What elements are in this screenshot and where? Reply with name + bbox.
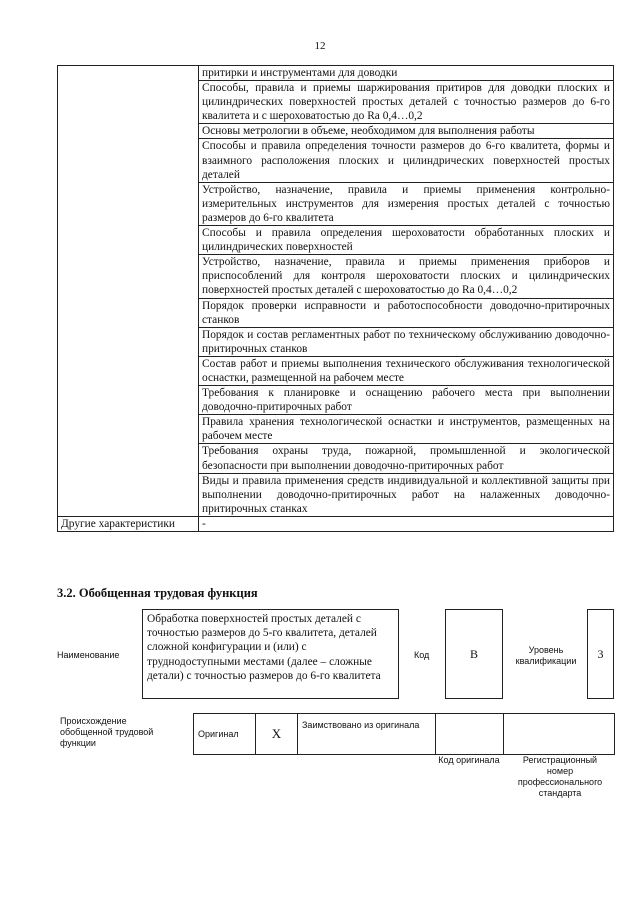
requirement-item: Способы и правила определения точности размеров до 6-го квалитета, формы и взаимного расположения плоских и цилиндрических поверхностей простых деталей (199, 139, 614, 182)
requirement-item: Правила хранения технологической оснастки и инструментов, размещенных на рабочем месте (199, 415, 614, 444)
requirement-item: Устройство, назначение, правила и приемы применения приборов и приспособлений для контроля шероховатости плоских и цилиндрических поверхностей простых деталей с шероховатостью до Ra 0,4…0,2 (199, 255, 614, 298)
requirement-item: Порядок проверки исправности и работоспособности доводочно-притирочных станков (199, 298, 614, 327)
origin-table (193, 713, 615, 755)
qualification-level-label-line1: Уровень (528, 645, 564, 655)
requirement-row (58, 66, 614, 81)
original-mark: X (256, 714, 298, 755)
code-box (445, 609, 503, 699)
requirement-item: Способы, правила и приемы шаржирования притиров для доводки плоских и цилиндрических поверхностей простых деталей с точностью размеров до 6-го квалитета и с шероховатостью до Ra 0,4…0,2 (199, 81, 614, 124)
qualification-level-label-line2: квалификации (515, 656, 577, 666)
requirement-item: Требования к планировке и оснащению рабочего места при выполнении доводочно-притирочных работ (199, 386, 614, 415)
other-characteristics-label: Другие характеристики (58, 516, 199, 531)
code-label: Код (414, 650, 430, 660)
section-title: 3.2. Обобщенная трудовая функция (57, 586, 258, 600)
requirement-item: притирки и инструментами для доводки (199, 66, 614, 81)
qualification-level-label (510, 645, 582, 667)
qualification-level-value: 3 (597, 647, 604, 661)
requirement-item: Основы метрологии в объеме, необходимом для выполнения работы (199, 124, 614, 139)
name-label: Наименование (57, 650, 120, 660)
requirement-item: Виды и правила применения средств индивидуальной и коллективной защиты при выполнении доводочно-притирочных работ на налаженных доводочно-притирочных станках (199, 473, 614, 516)
requirement-item: Устройство, назначение, правила и приемы применения контрольно-измерительных инструментов для измерения простых деталей с точностью размеров до 6-го квалитета (199, 182, 614, 225)
requirements-label-cell (58, 66, 199, 517)
code-original-label: Код оригинала (438, 755, 500, 765)
qualification-level-box (587, 609, 614, 699)
borrowed-label: Заимствовано из оригинала (298, 714, 436, 755)
reg-number-cell (504, 714, 615, 755)
requirement-item: Способы и правила определения шероховатости обработанных плоских и цилиндрических поверхностей (199, 226, 614, 255)
page-number: 12 (314, 40, 326, 52)
requirement-item: Состав работ и приемы выполнения технического обслуживания технологической оснастки, размещенной на рабочем месте (199, 356, 614, 385)
function-name-box (142, 609, 399, 699)
reg-number-label: Регистрационный номер профессионального стандарта (517, 755, 603, 798)
origin-label: Происхождение обобщенной трудовой функции (60, 716, 154, 748)
code-value: B (469, 647, 478, 661)
requirement-item: Порядок и состав регламентных работ по техническому обслуживанию доводочно-притирочных станков (199, 327, 614, 356)
other-characteristics-row (58, 516, 614, 531)
original-label: Оригинал (194, 714, 256, 755)
code-original-cell (436, 714, 504, 755)
other-characteristics-value: - (199, 516, 614, 531)
knowledge-requirements-table (57, 65, 614, 532)
requirement-item: Требования охраны труда, пожарной, промышленной и экологической безопасности при выполнении доводочно-притирочных работ (199, 444, 614, 473)
function-name-text: Обработка поверхностей простых деталей с точностью размеров до 5-го квалитета, деталей сложной конфигурации и (или) с труднодоступными местами (далее – сложные детали) с точностью размеров до 6-го квалитета (147, 613, 381, 682)
